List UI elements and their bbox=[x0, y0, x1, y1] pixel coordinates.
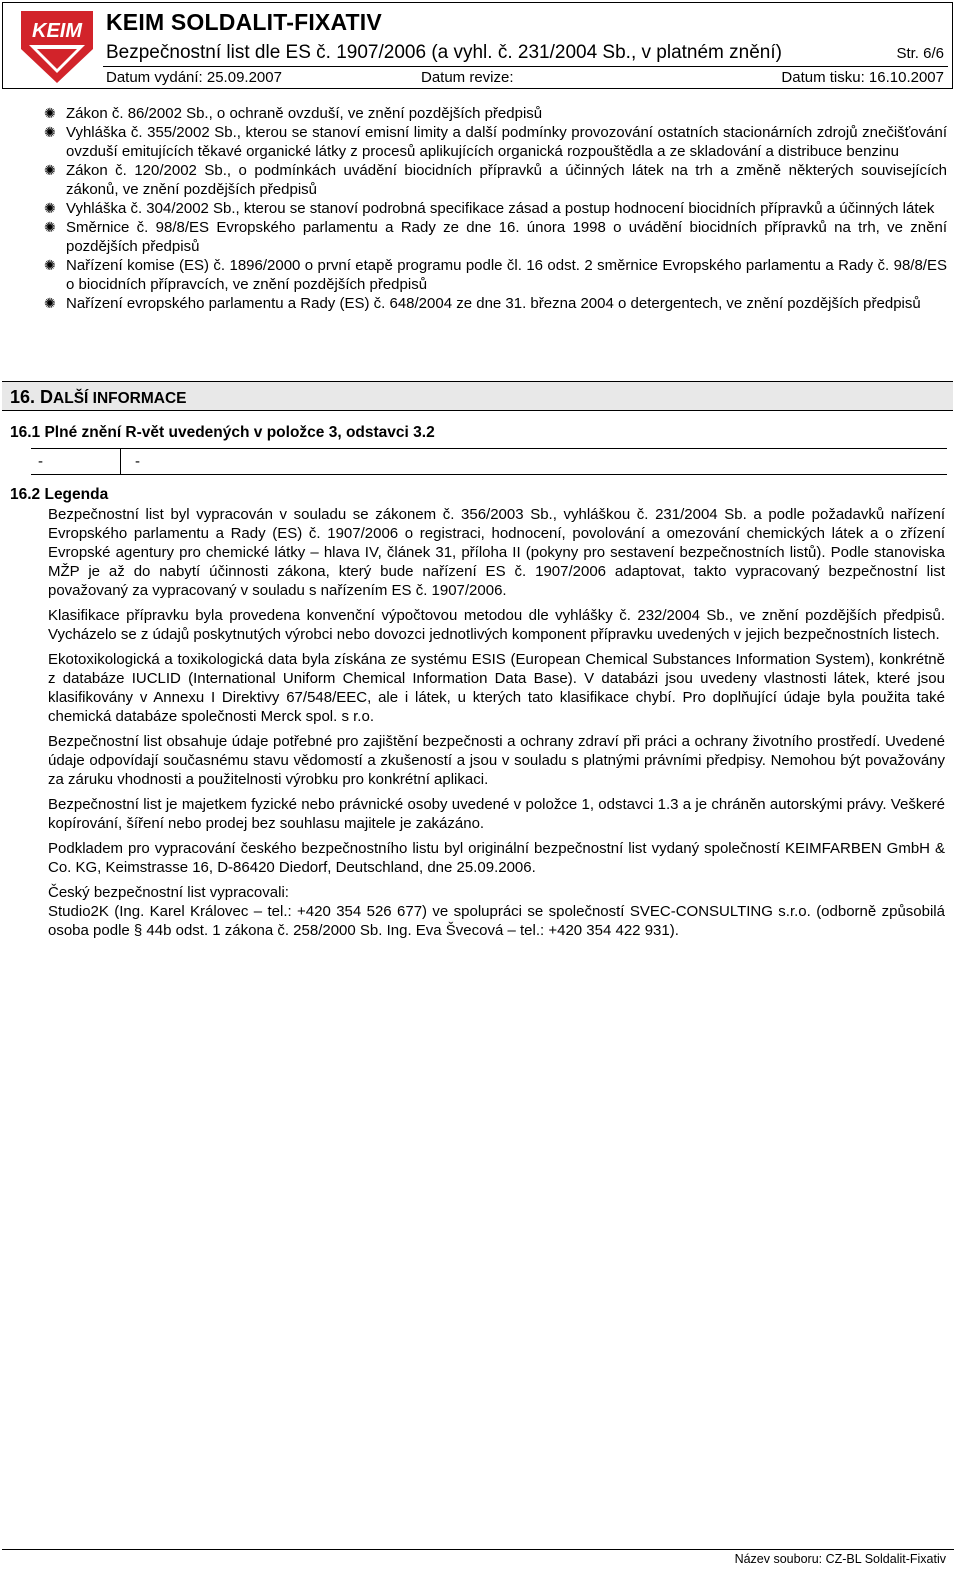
product-title: KEIM SOLDALIT-FIXATIV bbox=[106, 9, 382, 35]
document-header bbox=[2, 2, 953, 89]
prepared-by-label: Český bezpečnostní list vypracovali: bbox=[48, 884, 289, 901]
r-phrases-table bbox=[31, 448, 947, 475]
list-item bbox=[44, 123, 947, 161]
asterisk-bullet-icon: ✺ bbox=[44, 200, 56, 216]
prepared-by-block bbox=[48, 883, 945, 940]
legend-paragraph: Bezpečnostní list je majetkem fyzické nebo právnické osoby uvedené v položce 1, odstavci 1.3 a je chráněn autorskými právy. Veškeré kopírování, šíření nebo prodej bez souhlasu majitele je zakázáno. bbox=[48, 796, 945, 832]
section-16-heading bbox=[2, 381, 953, 411]
file-name: Název souboru: CZ-BL Soldalit-Fixativ bbox=[734, 1552, 946, 1566]
list-item bbox=[44, 161, 947, 199]
issue-date: Datum vydání: 25.09.2007 bbox=[106, 69, 282, 86]
table-cell: - bbox=[38, 453, 43, 470]
list-item bbox=[44, 199, 947, 218]
regulation-text: Zákon č. 120/2002 Sb., o podmínkách uvádění biocidních přípravků a účinných látek na trh a změně některých souvisejících zákonů, ve znění pozdějších předpisů bbox=[66, 162, 947, 198]
regulations-list bbox=[44, 104, 947, 313]
asterisk-bullet-icon: ✺ bbox=[44, 257, 56, 273]
legend-paragraph: Klasifikace přípravku byla provedena konvenční výpočtovou metodou dle vyhlášky č. 232/2004 Sb., ve znění pozdějších předpisů. Vycházelo se z údajů poskytnutých výrobci nebo dovozci jednotlivých komponent přípravku uvedených v jejich bezpečnostních listech. bbox=[48, 607, 945, 643]
revision-date: Datum revize: bbox=[421, 69, 514, 86]
section-initial: D bbox=[40, 387, 54, 407]
logo-text: KEIM bbox=[32, 20, 82, 42]
footer-rule bbox=[2, 1549, 954, 1550]
subsection-16-2-title: 16.2 Legenda bbox=[10, 486, 109, 503]
legend-paragraph: Bezpečnostní list byl vypracován v souladu se zákonem č. 356/2003 Sb., vyhláškou č. 231/2004 Sb. a podle požadavků nařízení Evropského parlamentu a Rady (ES) č. 1907/2006 o registraci, hodnocení, povolování a omezování chemických látek a o zřízení Evropské agentury pro chemické látky – hlava IV, článek 31, příloha II (pokyny pro sestavení bezpečnostních listů). Podle stanoviska MŽP je až do nabytí účinnosti zákona, který bude nařízení ES č. 1907/2006 adaptovat, takto vypracovaný bezpečnostní list považovaný za vypracovaný v souladu s nařízením ES č. 1907/2006. bbox=[48, 506, 945, 599]
prepared-by-text: Studio2K (Ing. Karel Královec – tel.: +420 354 526 677) ve spolupráci se společností SVEC-CONSULTING s.r.o. (odborně způsobilá osoba podle § 44b odst. 1 zákona č. 258/2000 Sb. Ing. Eva Švecová – tel.: +420 354 422 931). bbox=[48, 903, 945, 939]
asterisk-bullet-icon: ✺ bbox=[44, 124, 56, 140]
asterisk-bullet-icon: ✺ bbox=[44, 162, 56, 178]
asterisk-bullet-icon: ✺ bbox=[44, 105, 56, 121]
header-divider bbox=[103, 66, 948, 67]
regulation-text: Směrnice č. 98/8/ES Evropského parlamentu a Rady ze dne 16. února 1998 o uvádění biocidních přípravků na trh, ve znění pozdějších předpisů bbox=[66, 219, 947, 255]
table-cell: - bbox=[135, 453, 140, 470]
list-item bbox=[44, 104, 947, 123]
legend-paragraph: Ekotoxikologická a toxikologická data byla získána ze systému ESIS (European Chemical Substances Information System), konkrétně z databáze IUCLID (International Uniform Chemical Information Data Base). V databázi jsou uvedeny vlastnosti látek, které jsou klasifikovány v Annexu I Direktivy 67/548/EEC, ale i látek, u kterých tato klasifikace chybí. Pro doplňující údaje byla použita také chemická databáze společnosti Merck spol. s r.o. bbox=[48, 651, 945, 725]
regulation-text: Zákon č. 86/2002 Sb., o ochraně ovzduší, ve znění pozdějších předpisů bbox=[66, 105, 543, 122]
regulation-text: Vyhláška č. 304/2002 Sb., kterou se stanoví podrobná specifikace zásad a postup hodnocení biocidních přípravků a účinných látek bbox=[66, 200, 935, 217]
legend-body bbox=[48, 505, 945, 940]
subsection-16-1-title: 16.1 Plné znění R-vět uvedených v položce 3, odstavci 3.2 bbox=[10, 424, 435, 441]
regulation-text: Nařízení evropského parlamentu a Rady (ES) č. 648/2004 ze dne 31. března 2004 o detergentech, ve znění pozdějších předpisů bbox=[66, 295, 921, 312]
section-number: 16. bbox=[10, 387, 36, 407]
print-date: Datum tisku: 16.10.2007 bbox=[781, 69, 944, 86]
regulation-text: Vyhláška č. 355/2002 Sb., kterou se stanoví emisní limity a další podmínky provozování ostatních stacionárních zdrojů znečišťování ovzduší emitujících těkavé organické látky z procesů aplikujících organická rozpouštědla a ze skladování a distribuce benzinu bbox=[66, 124, 947, 160]
document-subtitle: Bezpečnostní list dle ES č. 1907/2006 (a vyhl. č. 231/2004 Sb., v platném znění) bbox=[106, 42, 782, 63]
asterisk-bullet-icon: ✺ bbox=[44, 219, 56, 235]
legend-paragraph: Podkladem pro vypracování českého bezpečnostního listu byl originální bezpečnostní list vydaný společností KEIMFARBEN GmbH & Co. KG, Keimstrasse 16, D-86420 Diedorf, Deutschland, dne 25.09.2006. bbox=[48, 840, 945, 876]
section-title-rest: ALŠÍ INFORMACE bbox=[53, 390, 187, 407]
column-divider bbox=[120, 449, 121, 474]
list-item bbox=[44, 218, 947, 256]
legend-paragraph: Bezpečnostní list obsahuje údaje potřebné pro zajištění bezpečnosti a ochrany zdraví při práci a ochrany životního prostředí. Uvedené údaje odpovídají současnému stavu vědomostí a zkušeností a jsou v souladu s platnými právními předpisy. Nemohou být považovány za záruku vhodnosti a použitelnosti výrobku pro konkrétní aplikaci. bbox=[48, 733, 945, 788]
keim-logo bbox=[19, 9, 95, 85]
list-item bbox=[44, 256, 947, 294]
page-number: Str. 6/6 bbox=[896, 45, 944, 62]
regulation-text: Nařízení komise (ES) č. 1896/2000 o první etapě programu podle čl. 16 odst. 2 směrnice Evropského parlamentu a Rady č. 98/8/ES o biocidních přípravcích, ve znění pozdějších předpisů bbox=[66, 257, 947, 293]
asterisk-bullet-icon: ✺ bbox=[44, 295, 56, 311]
list-item bbox=[44, 294, 947, 313]
